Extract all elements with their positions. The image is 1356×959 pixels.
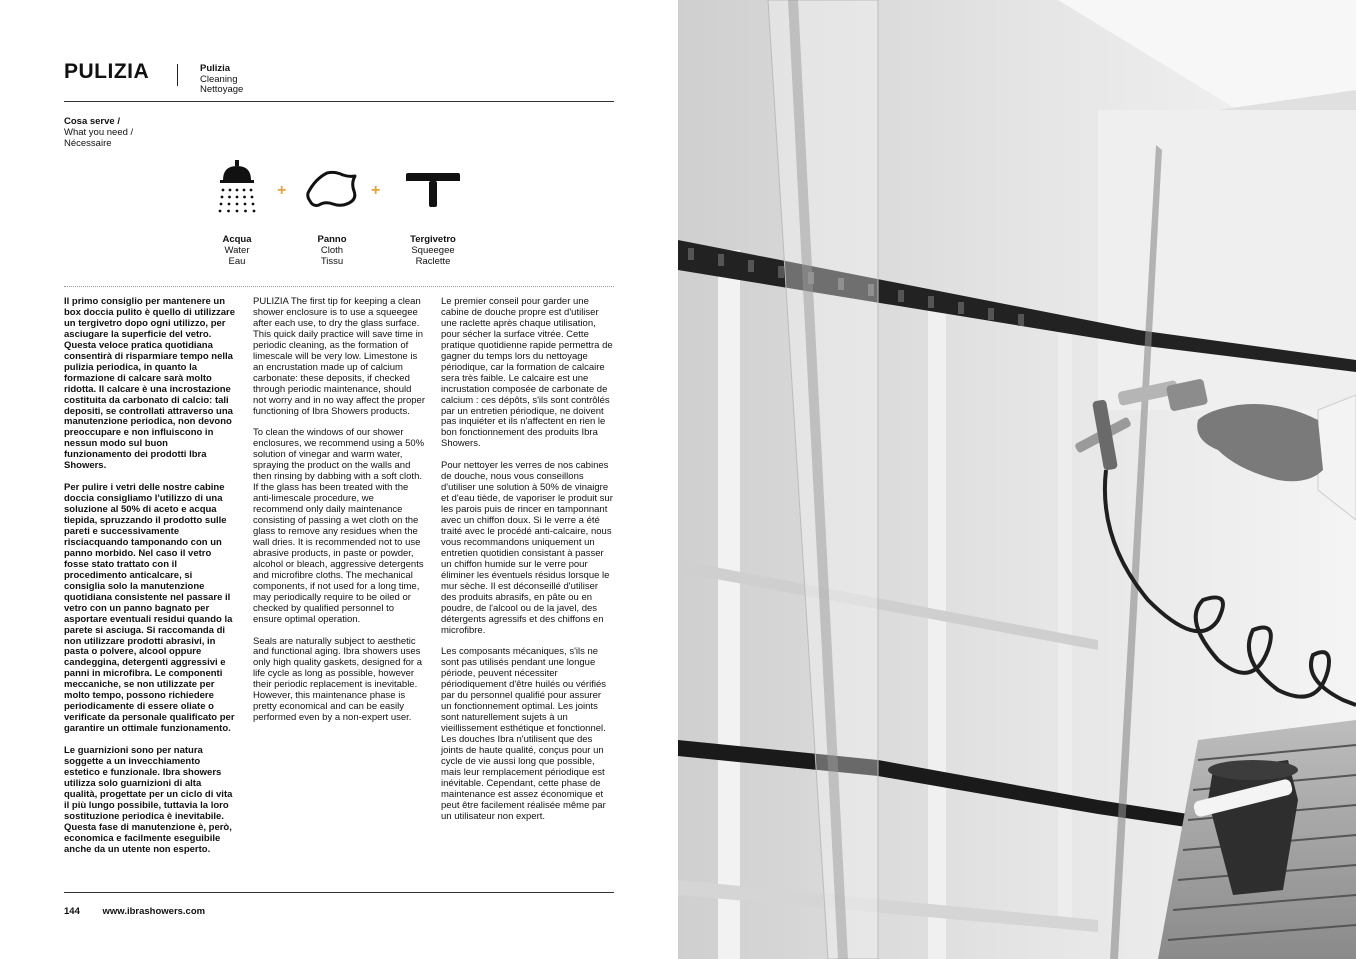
tool-squeegee — [388, 158, 478, 267]
paragraph-it-3: Le guarnizioni sono per natura soggette a un invecchiamento estetico e funzionale. Ibra showers utilizza solo guarnizioni di alta qualità, progettate per un ciclo di vita il più lungo possibile, tuttavia la loro sostituzione periodica è inevitabile. Questa fase di manutenzione è, però, economica e facilmente eseguibile anche da un utente non esperto. — [64, 745, 233, 855]
tool-water-fr: Eau — [228, 256, 246, 267]
photo-illustration — [678, 0, 1356, 959]
tool-cloth — [287, 158, 377, 267]
paragraph-en-1: PULIZIA The first tip for keeping a clean shower enclosure is to use a squeegee after each use, to dry the glass surface. This quick daily practice will save time in periodic cleaning, as the formation of limescale will be very low. Limestone is an encrustation made up of calcium carbonate: these deposits, if checked through periodic maintenance, should not worry and in no way affect the proper functioning of Ibra Showers products. — [253, 296, 425, 417]
title-separator — [177, 64, 178, 86]
footer — [64, 906, 205, 917]
paragraph-it-2: Per pulire i vetri delle nostre cabine doccia consigliamo l'utilizzo di una soluzione al 50% di aceto e acqua tiepida, spruzzando il prodotto sulle pareti e successivamente risciacquando tamponando con un panno morbido. Nel caso il vetro fosse stato trattato con il procedimento anticalcare, si consiglia solo la manutenzione quotidiana consistente nel passare il vetro con un panno bagnato per asportare eventuali residui quando la parete si asciuga. Si raccomanda di non utilizzare prodotti abrasivi, in pasta o polvere, alcool oppure candeggina, detergenti aggressivi e panni in microfibra. Le componenti meccaniche, se non utilizzate per molto tempo, possono richiedere periodicamente di essere oliate o verificate da personale qualificato per garantire un ottimale funzionamento. — [64, 482, 235, 735]
tool-cloth-it: Panno — [317, 234, 347, 245]
need-fr: Nécessaire — [64, 138, 112, 149]
tool-water — [192, 158, 282, 267]
tool-cloth-en: Cloth — [320, 245, 344, 256]
plus-symbol: + — [277, 182, 287, 199]
column-english — [253, 297, 425, 735]
tool-water-en: Water — [224, 245, 250, 256]
website-link[interactable]: www.ibrashowers.com — [102, 906, 206, 917]
paragraph-fr-2: Pour nettoyer les verres de nos cabines de douche, nous vous conseillons d'utiliser une solution à 50% de vinaigre et d'eau tiède, de vaporiser le produit sur les parois puis de rincer en tamponnant avec un chiffon doux. Si le verre a été traité avec le procédé anti-calcaire, nous vous recommandons uniquement un entretien quotidien consistant à passer un chiffon humide sur le verre pour éliminer les éventuels résidus lorsque le mur sèche. Il est déconseillé d'utiliser des produits abrasifs, en pâte ou en poudre, de l'alcool ou de la javel, des détergents agressifs et des chiffons en microfibre. — [441, 460, 613, 636]
what-you-need-label — [64, 116, 133, 149]
column-italian — [64, 297, 236, 867]
tool-water-it: Acqua — [222, 234, 252, 245]
squeegee-icon — [404, 169, 462, 209]
tool-squeegee-fr: Raclette — [415, 256, 451, 267]
tool-squeegee-en: Squeegee — [411, 245, 455, 256]
paragraph-fr-3: Les composants mécaniques, s'ils ne sont pas utilisés pendant une longue période, peuvent nécessiter périodiquement d'être huilés ou vérifiés par du personnel qualifié pour assurer un fonctionnement optimal. Les joints sont naturellement sujets à un vieillissement esthétique et fonctionnel. Les douches Ibra n'utilisent que des joints de haute qualité, conçus pour un cycle de vie aussi long que possible, mais leur remplacement périodique est inévitable. Cependant, cette phase de maintenance est assez économique et peut être facilement réalisée même par un utilisateur non expert. — [441, 646, 606, 822]
need-en: What you need / — [64, 127, 134, 138]
paragraph-fr-1: Le premier conseil pour garder une cabine de douche propre est d'utiliser une raclette après chaque utilisation, pour sécher la surface vitrée. Cette pratique quotidienne rapide permettra de gagner du temps lors du nettoyage périodique, car la formation de calcaire sera très faible. Le calcaire est une incrustation composée de carbonate de calcium : ces dépôts, s'ils sont contrôlés par un entretien périodique, ne doivent pas inquiéter et ils n'affectent en rien le bon fonctionnement des produits Ibra Showers. — [441, 296, 613, 450]
subtitle-fr: Nettoyage — [200, 84, 244, 95]
cloth-icon — [305, 169, 359, 209]
page-title: PULIZIA — [64, 60, 150, 83]
subtitle-it: Pulizia — [200, 63, 231, 74]
paragraph-it-1: Il primo consiglio per mantenere un box doccia pulito è quello di utilizzare un tergivetro dopo ogni utilizzo, per asciugare la superficie del vetro. Questa veloce pratica quotidiana consentirà di risparmiare tempo nella pulizia periodica, in quanto la formazione di calcare sarà molto ridotta. Il calcare è una incrostazione costituita da carbonato di calcio: tali depositi, se controllati attraverso una manutenzione periodica, non devono preoccupare e non influiscono in nessun modo sul buon funzionamento dei prodotti Ibra Showers. — [64, 296, 236, 472]
paragraph-en-3: Seals are naturally subject to aesthetic and functional aging. Ibra showers uses only high quality gaskets, designed for a life cycle as long as possible, however their periodic replacement is inevitable. However, this maintenance phase is pretty economical and can be easily performed even by a non-expert user. — [253, 635, 422, 724]
subtitles — [200, 64, 243, 96]
paragraph-en-2: To clean the windows of our shower enclosures, we recommend using a 50% solution of vinegar and warm water, spraying the product on the walls and then rinsing by dabbing with a soft cloth. If the glass has been treated with the anti-limescale procedure, we recommend only daily maintenance consisting of passing a wet cloth on the glass to remove any residues when the wall dries. It is recommended not to use abrasive products, in paste or powder, alcohol or bleach, aggressive detergents and microfibre cloths. The mechanical components, if not used for a long time, may periodically require to be oiled or checked by qualified personnel to ensure optimal operation. — [253, 427, 425, 625]
photo-glass-cleaning — [678, 0, 1356, 959]
dotted-rule — [64, 286, 614, 287]
page-number: 144 — [64, 906, 80, 917]
plus-symbol: + — [371, 182, 381, 199]
tool-squeegee-it: Tergivetro — [410, 234, 456, 245]
column-french — [441, 297, 613, 834]
need-it: Cosa serve / — [64, 116, 120, 127]
bottom-rule — [64, 892, 614, 893]
top-rule — [64, 101, 614, 102]
subtitle-en: Cleaning — [200, 73, 238, 85]
tool-cloth-fr: Tissu — [320, 256, 344, 267]
shower-icon — [215, 160, 259, 218]
